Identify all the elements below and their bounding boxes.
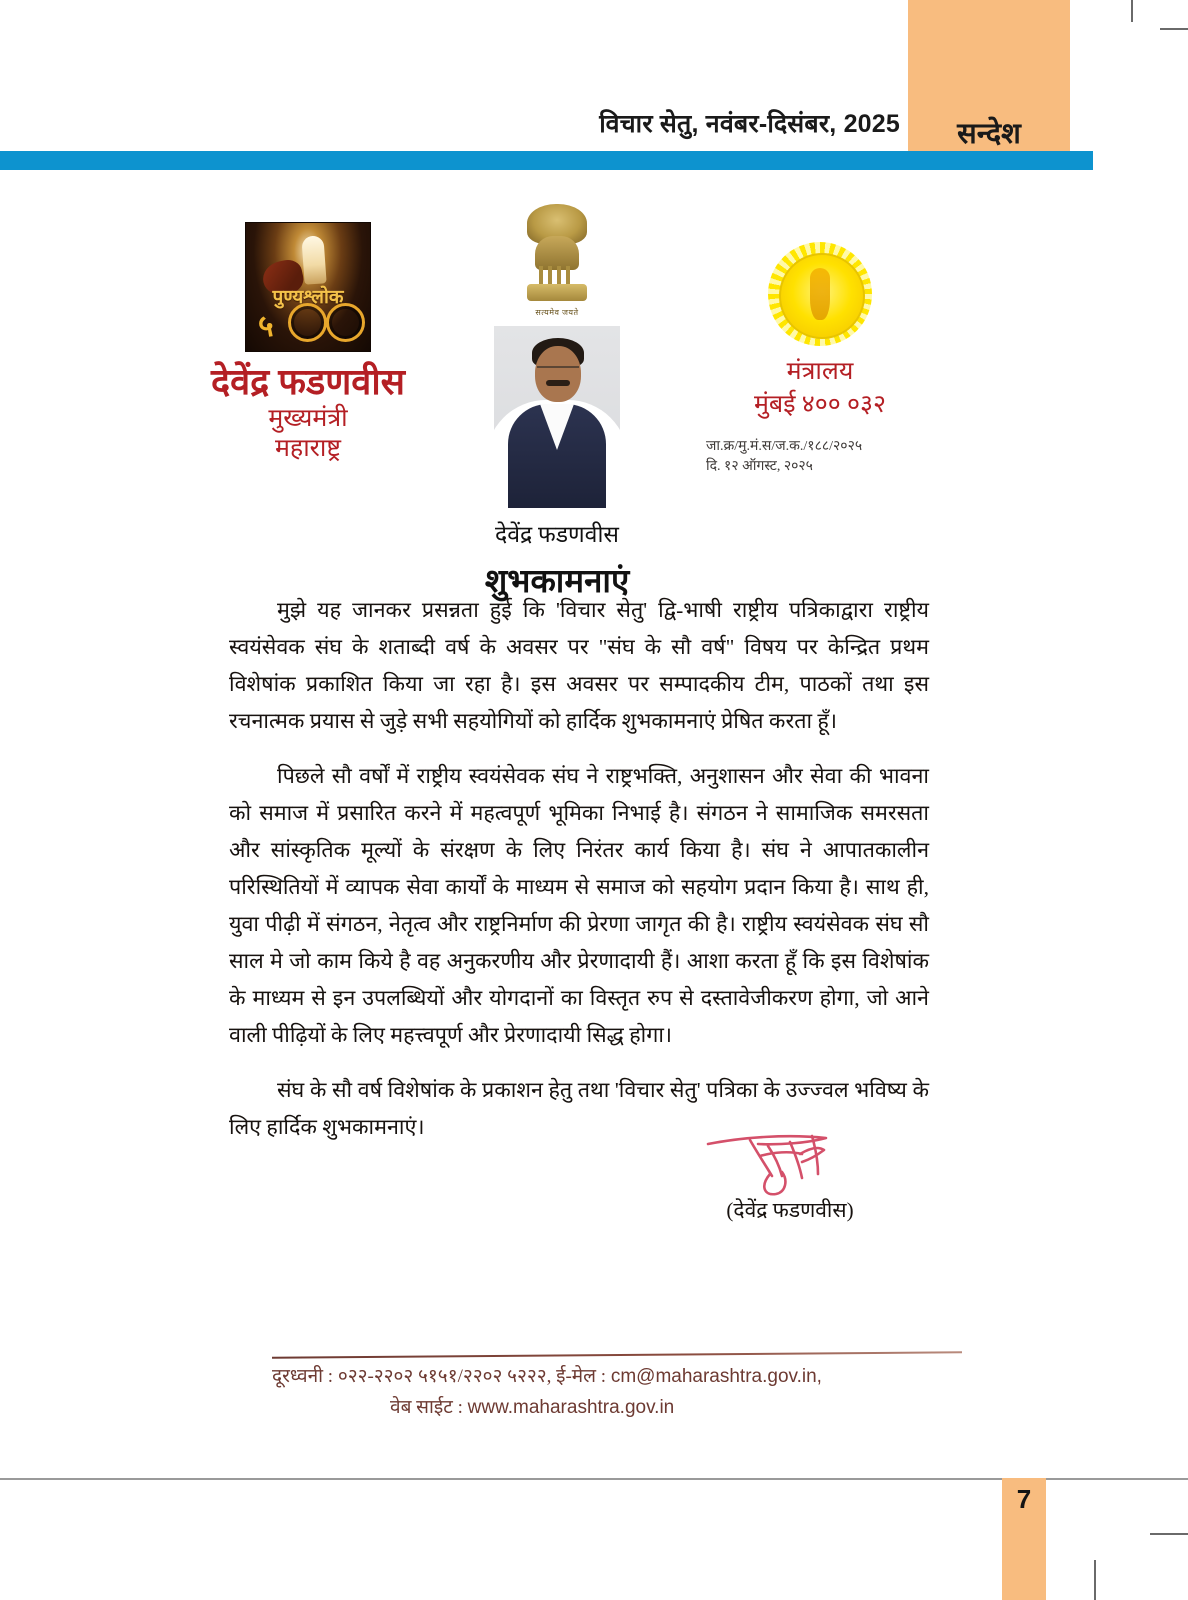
- ashoka-emblem-icon: [519, 198, 595, 316]
- chief-minister-state: महाराष्ट्र: [274, 435, 341, 463]
- footer-website-url: www.maharashtra.gov.in: [467, 1397, 675, 1418]
- magazine-issue-line: विचार सेतु, नवंबर-दिसंबर, 2025: [599, 110, 900, 138]
- letterhead-right-block: [690, 242, 950, 478]
- page-header: [0, 0, 1188, 172]
- crop-mark-bottom-vertical: [1094, 1560, 1096, 1600]
- footer-contact-line: [272, 1362, 972, 1388]
- header-blue-rule-right-segment: [1070, 151, 1093, 170]
- logo-numeral: ५: [258, 310, 274, 343]
- portrait-caption: देवेंद्र फडणवीस: [495, 522, 619, 547]
- header-blue-rule: [0, 151, 1093, 170]
- ministry-city-pin: मुंबई ४०० ०३२: [753, 390, 886, 418]
- crop-mark-top-right-horizontal: [1160, 28, 1188, 30]
- handwritten-signature-icon: [640, 1110, 940, 1198]
- footer-email: cm@maharashtra.gov.in,: [610, 1366, 822, 1387]
- letter-title: शुभकामनाएं: [484, 564, 630, 600]
- letterhead-center-block: [437, 186, 677, 602]
- letter-paragraph: संघ के सौ वर्ष विशेषांक के प्रकाशन हेतु तथा 'विचार सेतु' पत्रिका के उज्ज्वल भविष्य के लिए हार्दिक शुभकामनाएं।: [229, 1077, 929, 1139]
- chief-minister-name: देवेंद्र फडणवीस: [211, 362, 405, 402]
- logo-rider-shape: [301, 235, 326, 284]
- maharashtra-government-seal-icon: [768, 242, 872, 346]
- letter-paragraph: मुझे यह जानकर प्रसन्नता हुई कि 'विचार सेतु' द्वि-भाषी राष्ट्रीय पत्रिकाद्वारा राष्ट्रीय स्वयंसेवक संघ के शताब्दी वर्ष के अवसर पर "संघ के सौ वर्ष" विषय पर केन्द्रित प्रथम विशेषांक प्रकाशित किया जा रहा है। इस अवसर पर सम्पादकीय टीम, पाठकों तथा इस रचनात्मक प्रयास से जुड़े सभी सहयोगियों को हार्दिक शुभकामनाएं प्रेषित करता हूँ।: [229, 598, 929, 733]
- letter-reference-number: जा.क्र/मु.मं.स/ज.क./१८८/२०२५: [706, 439, 863, 454]
- emblem-pillar-legs: [539, 266, 575, 286]
- footer-website-label: वेब साईट :: [390, 1397, 468, 1418]
- portrait-moustache: [546, 380, 570, 386]
- crop-mark-bottom-horizontal: [1150, 1533, 1188, 1535]
- footer-divider: [272, 1351, 962, 1358]
- seal-emblem-figure: [810, 268, 830, 320]
- emblem-lion-body: [535, 236, 579, 270]
- signature-block: [640, 1110, 940, 1224]
- signatory-name: (देवेंद्र फडणवीस): [726, 1198, 854, 1222]
- footer-phone-label: दूरध्वनी : ०२२-२२०२ ५१५१/२२०२ ५२२२, ई-मेल :: [272, 1366, 611, 1387]
- footer-website-line: [390, 1393, 972, 1419]
- logo-wheel-left-icon: [288, 303, 327, 342]
- punyashlok-chariot-logo-icon: [245, 222, 371, 352]
- chief-minister-designation: मुख्यमंत्री: [268, 405, 348, 433]
- letter-reference-block: [690, 437, 950, 478]
- emblem-motto-text: सत्यमेव जयते: [535, 308, 579, 317]
- page-number: 7: [1016, 1484, 1032, 1514]
- portrait-face: [535, 346, 581, 402]
- letter-reference-date: दि. १२ ऑगस्ट, २०२५: [706, 459, 813, 475]
- letterhead: [0, 186, 1188, 600]
- chief-minister-portrait-photo: [494, 326, 620, 508]
- crop-mark-top-right-vertical: [1131, 0, 1133, 22]
- letterhead-left-block: [158, 222, 458, 464]
- logo-wheel-right-icon: [326, 303, 365, 342]
- portrait-brow: [537, 366, 579, 374]
- letter-body: [229, 592, 929, 1146]
- letterhead-footer: [272, 1362, 972, 1419]
- section-label-box: [908, 0, 1070, 170]
- letter-paragraph: पिछले सौ वर्षों में राष्ट्रीय स्वयंसेवक संघ ने राष्ट्रभक्ति, अनुशासन और सेवा की भावना को समाज में प्रसारित करने में महत्वपूर्ण भूमिका निभाई है। संगठन ने सामाजिक समरसता और सांस्कृतिक मूल्यों के संरक्षण के लिए निरंतर कार्य किया है। संघ ने आपातकालीन परिस्थितियों में व्यापक सेवा कार्यों के माध्यम से समाज को सहयोग प्रदान किया है। साथ ही, युवा पीढ़ी में संगठन, नेतृत्व और राष्ट्रनिर्माण की प्रेरणा जागृत की है। राष्ट्रीय स्वयंसेवक संघ सौ साल मे जो काम किये है वह अनुकरणीय और प्रेरणादायी हैं। आशा करता हूँ कि इस विशेषांक के माध्यम से इन उपलब्धियों और योगदानों का विस्तृत रुप से दस्तावेजीकरण होगा, जो आने वाली पीढ़ियों के लिए महत्त्वपूर्ण और प्रेरणादायी सिद्ध होगा।: [229, 763, 930, 1047]
- logo-brand-word: पुण्यश्लोक: [272, 287, 344, 309]
- emblem-abacus: [527, 284, 587, 301]
- ministry-name: मंत्रालय: [786, 358, 854, 385]
- section-label: सन्देश: [957, 118, 1021, 150]
